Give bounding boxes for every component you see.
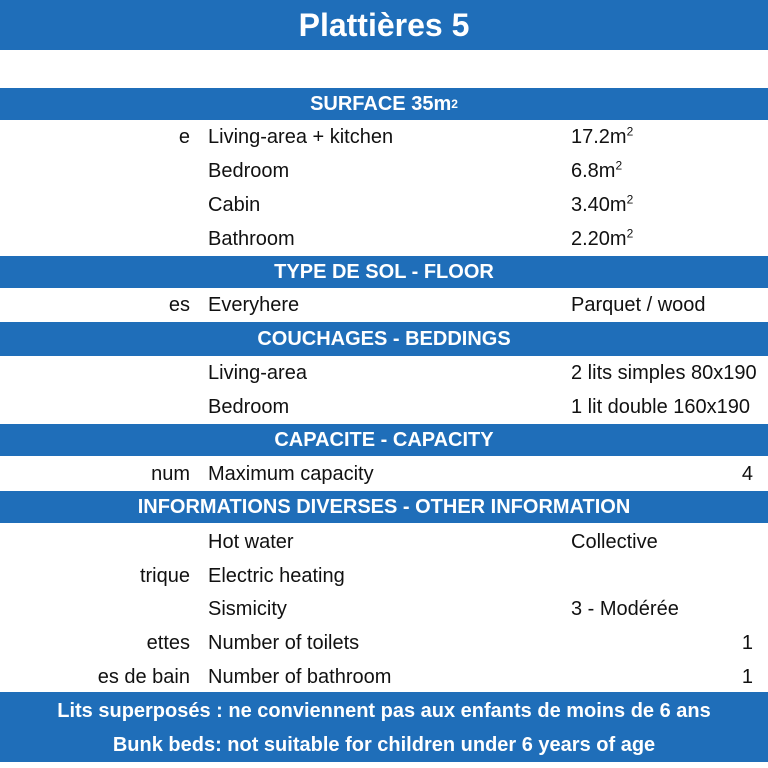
row-value: Collective (571, 531, 658, 553)
table-row (0, 626, 768, 660)
surface-header-text: SURFACE 35m (310, 92, 452, 115)
row-label-en: Number of bathroom (208, 666, 392, 688)
row-value: 4 (741, 463, 753, 485)
row-label-fr: es de bain (97, 666, 190, 688)
row-value: $2.20m^2$ (571, 226, 634, 250)
row-value: 3 - Modérée (571, 598, 679, 620)
table-row (0, 660, 768, 694)
row-label-en: Hot water (208, 531, 294, 553)
row-label-fr: trique (139, 565, 190, 587)
table-row (0, 222, 768, 256)
row-label-en: Living-area (208, 362, 307, 384)
row-label-en: Bedroom (208, 396, 290, 418)
table-row (0, 188, 768, 222)
row-label-en: Electric heating (208, 565, 345, 587)
row-label-en: Cabin (208, 194, 261, 216)
row-value: 1 lit double 160x190 (571, 396, 751, 418)
table-row (0, 457, 768, 491)
table-row (0, 356, 768, 390)
row-label-en: Number of toilets (208, 632, 360, 654)
row-label-fr: ettes (146, 632, 190, 654)
row-label-en: Bathroom (208, 228, 295, 250)
section-header-capacity: CAPACITE - CAPACITY (0, 424, 768, 456)
row-label-en: Living-area + kitchen (208, 126, 394, 148)
table-row (0, 154, 768, 188)
section-header-surface: SURFACE 35m 2 (0, 88, 768, 120)
row-label-en: Maximum capacity (208, 463, 374, 485)
row-label-en: Bedroom (208, 160, 290, 182)
footer-notice (0, 692, 768, 762)
section-header-floor: TYPE DE SOL - FLOOR (0, 256, 768, 288)
row-label-fr: num (151, 463, 190, 485)
row-value: 1 (741, 666, 753, 688)
table-row (0, 592, 768, 626)
row-value: 2 lits simples 80x190 (571, 362, 757, 384)
row-value: $3.40m^2$ (571, 192, 634, 216)
section-header-beddings: COUCHAGES - BEDDINGS (0, 322, 768, 356)
row-label-fr: e (178, 126, 190, 148)
section-header-other: INFORMATIONS DIVERSES - OTHER INFORMATION (0, 491, 768, 523)
row-value: 1 (741, 632, 753, 654)
row-label-en: Sismicity (208, 598, 287, 620)
table-row (0, 288, 768, 322)
row-value: $17.2m^2$ (571, 124, 634, 148)
footer-line-en: Bunk beds: not suitable for children under 6 years of age (112, 734, 656, 756)
row-label-en: Everyhere (208, 294, 300, 316)
row-value: Parquet / wood (571, 294, 706, 316)
table-row (0, 559, 768, 593)
table-row (0, 390, 768, 424)
page-title: Plattières 5 (0, 0, 768, 50)
footer-line-fr: Lits superposés : ne conviennent pas aux enfants de moins de 6 ans (57, 700, 711, 722)
row-value: $6.8m^2$ (571, 158, 623, 182)
table-row (0, 525, 768, 559)
row-label-fr: es (168, 294, 190, 316)
table-row (0, 120, 768, 154)
